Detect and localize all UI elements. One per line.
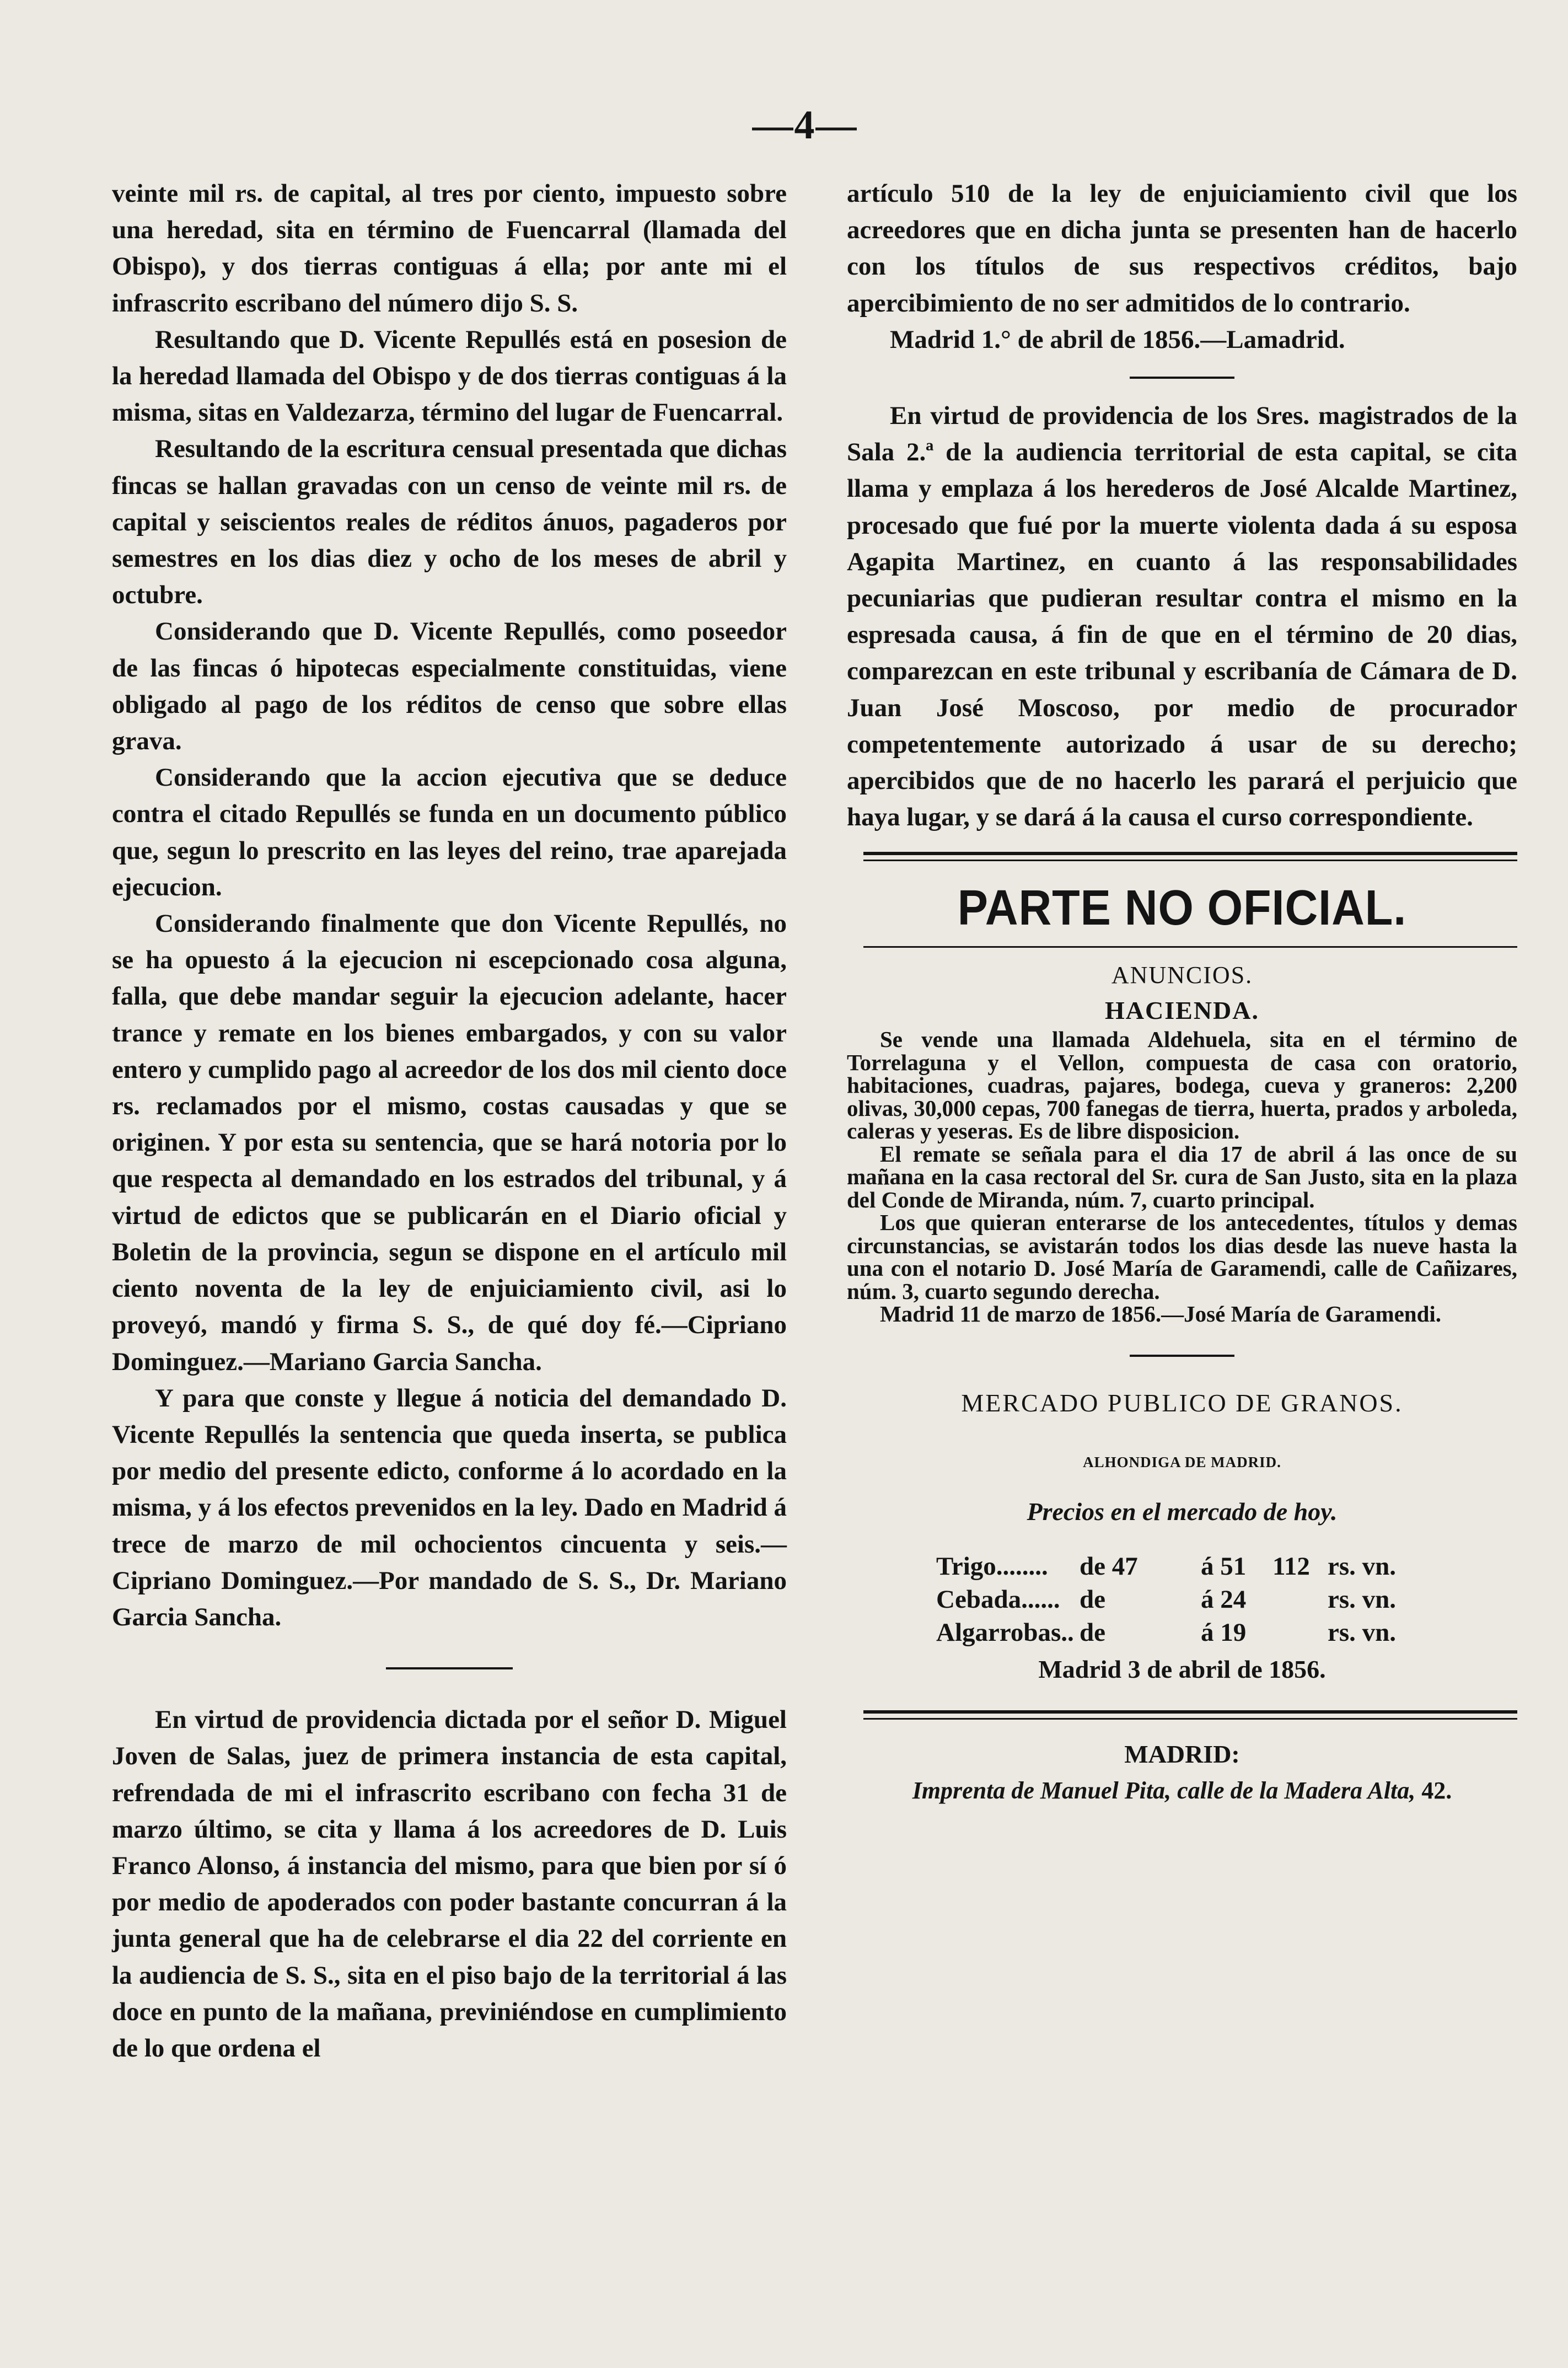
price-table bbox=[936, 1550, 1396, 1649]
price-to: á 19 bbox=[1201, 1618, 1247, 1647]
paragraph: En virtud de providencia dictada por el señor D. Miguel Joven de Salas, juez de primera instancia de esta capital, refrendada de mi el infrascrito escribano con fecha 31 de marzo último, se cita y llama á los acreedores de D. Luis Franco Alonso, á instancia del mismo, para que bien por sí ó por medio de apoderados con poder bastante concurran á la junta general que ha de celebrarse el dia 22 del corriente en la audiencia de S. S., sita en el piso bajo de la territorial á las doce en punto de la mañana, previniéndose en cumplimiento de lo que ordena el bbox=[112, 1705, 787, 2063]
section-heading: PARTE NO OFICIAL. bbox=[957, 880, 1407, 936]
hacienda-title: HACIENDA. bbox=[1105, 996, 1259, 1025]
footer-printer bbox=[847, 1773, 1517, 1809]
price-fraction: 112 bbox=[1272, 1552, 1310, 1581]
price-to: á 24 bbox=[1201, 1585, 1247, 1614]
price-unit: rs. vn. bbox=[1328, 1552, 1397, 1581]
paragraph: Y para que conste y llegue á noticia del demandado D. Vicente Repullés la sentencia que queda inserta, se publica por medio del presente edicto, conforme á lo acordado en la misma, y á los efectos prevenidos en la ley. Dado en Madrid á trece de marzo de mil ochocientos cincuenta y seis.—Cipriano Dominguez.—Por mandado de S. S., Dr. Mariano Garcia Sancha. bbox=[112, 1383, 787, 1631]
double-rule bbox=[863, 852, 1517, 861]
paragraph: Los que quieran enterarse de los antecedentes, títulos y demas circunstancias, se avistarán todos los dias desde las nueve hasta la una con el notario D. José María de Garamendi, calle de Cañizares, núm. 3, cuarto segundo derecha. bbox=[847, 1210, 1517, 1304]
price-row bbox=[936, 1550, 1396, 1583]
paragraph: Considerando finalmente que don Vicente Repullés, no se ha opuesto á la ejecucion ni escepcionado cosa alguna, falla, que debe mandar seguir la ejecucion adelante, hacer trance y remate en los bienes embargados, y con su valor entero y cumplido pago al acreedor de los dos mil ciento doce rs. reclamados por el mismo, costas causadas y que se originen. Y por esta su sentencia, que se hará notoria por lo que respecta al demandado en los estrados del tribunal, y á virtud de edictos que se publicarán en el Diario oficial y Boletin de la provincia, segun se dispone en el artículo mil ciento noventa de la ley de enjuiciamiento civil, asi lo proveyó, mandó y firma S. S., de qué doy fé.—Cipriano Dominguez.—Mariano Garcia Sancha. bbox=[112, 909, 787, 1376]
paragraph: Resultando de la escritura censual presentada que dichas fincas se hallan gravadas con un censo de veinte mil rs. de capital y seiscientos reales de réditos ánuos, pagaderos por semestres en los dias diez y ocho de los meses de abril y octubre. bbox=[112, 434, 787, 610]
section-divider bbox=[1130, 1355, 1234, 1357]
page-number: —4— bbox=[752, 103, 858, 148]
product: Cebada...... bbox=[936, 1585, 1060, 1614]
paragraph: Considerando que la accion ejecutiva que se deduce contra el citado Repullés se funda en un documento público que, segun lo prescrito en las leyes del reino, trae aparejada ejecucion. bbox=[112, 763, 787, 901]
paragraph: Considerando que D. Vicente Repullés, como poseedor de las fincas ó hipotecas especialmente constituidas, viene obligado al pago de los réditos de censo que sobre ellas grava. bbox=[112, 617, 787, 756]
mercado-title: MERCADO PUBLICO DE GRANOS. bbox=[961, 1388, 1403, 1417]
price-fraction bbox=[1272, 1616, 1328, 1649]
left-column bbox=[112, 175, 787, 2066]
paragraph: veinte mil rs. de capital, al tres por ciento, impuesto sobre una heredad, sita en término de Fuencarral (llamada del Obispo), y dos tierras contiguas á ella; por ante mi el infrascrito escribano del número dijo S. S. bbox=[112, 179, 787, 318]
paragraph: El remate se señala para el dia 17 de abril á las once de su mañana en la casa rectoral del Sr. cura de San Justo, sita en la plaza del Conde de Miranda, núm. 7, cuarto principal. bbox=[847, 1141, 1517, 1212]
right-column bbox=[847, 175, 1517, 1809]
price-from: de 47 bbox=[1080, 1552, 1138, 1581]
price-unit: rs. vn. bbox=[1328, 1585, 1397, 1614]
alhondiga-title: ALHONDIGA DE MADRID. bbox=[1083, 1453, 1281, 1470]
signoff: Madrid 1.° de abril de 1856.—Lamadrid. bbox=[890, 325, 1345, 354]
price-row bbox=[936, 1583, 1396, 1616]
thin-rule bbox=[863, 946, 1517, 948]
paragraph: artículo 510 de la ley de enjuiciamiento civil que los acreedores que en dicha junta se presenten han de hacerlo con los títulos de sus respectivos créditos, bajo apercibimiento de no ser admitidos de lo contrario. bbox=[847, 179, 1517, 318]
product: Trigo........ bbox=[936, 1552, 1048, 1581]
printer-name: Imprenta de Manuel Pita, calle de la Madera Alta, bbox=[912, 1776, 1416, 1804]
anuncios-title: ANUNCIOS. bbox=[1111, 962, 1253, 989]
paragraph: Madrid 11 de marzo de 1856.—José María de Garamendi. bbox=[880, 1301, 1442, 1327]
prices-date: Madrid 3 de abril de 1856. bbox=[1038, 1655, 1326, 1684]
product: Algarrobas.. bbox=[936, 1618, 1074, 1647]
printer-number: 42. bbox=[1421, 1776, 1452, 1804]
paragraph: En virtud de providencia de los Sres. magistrados de la Sala 2.ª de la audiencia territorial de esta capital, se cita llama y emplaza á los herederos de José Alcalde Martinez, procesado que fué por la muerte violenta dada á su esposa Agapita Martinez, en cuanto á las responsabilidades pecuniarias que pudieran resultar contra el mismo en la espresada causa, á fin de que en el término de 20 dias, comparezcan en este tribunal y escribanía de Cámara de D. Juan José Moscoso, por medio de procurador competentemente autorizado á usar de su derecho; apercibidos que de no hacerlo les parará el perjuicio que haya lugar, y se dará á la causa el curso correspondiente. bbox=[847, 401, 1517, 832]
double-rule bbox=[863, 1710, 1517, 1720]
price-from: de bbox=[1080, 1585, 1105, 1614]
precios-title: Precios en el mercado de hoy. bbox=[1027, 1497, 1338, 1526]
section-divider bbox=[1130, 377, 1234, 379]
price-from: de bbox=[1080, 1618, 1105, 1647]
price-unit: rs. vn. bbox=[1328, 1618, 1397, 1647]
paragraph: Se vende una llamada Aldehuela, sita en el término de Torrelaguna y el Vellon, compuesta de casa con oratorio, habitaciones, cuadras, pajares, bodega, cueva y graneros: 2,200 olivas, 30,000 cepas, 700 fanegas de tierra, huerta, prados y arboleda, caleras y yeseras. Es de libre disposicion. bbox=[847, 1027, 1517, 1144]
section-divider bbox=[386, 1667, 513, 1669]
price-fraction bbox=[1272, 1583, 1328, 1616]
footer-city: MADRID: bbox=[1124, 1739, 1240, 1768]
hacienda-notice bbox=[847, 1028, 1517, 1326]
price-to: á 51 bbox=[1201, 1552, 1247, 1581]
paragraph: Resultando que D. Vicente Repullés está en posesion de la heredad llamada del Obispo y de dos tierras contiguas á la misma, sitas en Valdezarza, término del lugar de Fuencarral. bbox=[112, 325, 787, 427]
price-row bbox=[936, 1616, 1396, 1649]
